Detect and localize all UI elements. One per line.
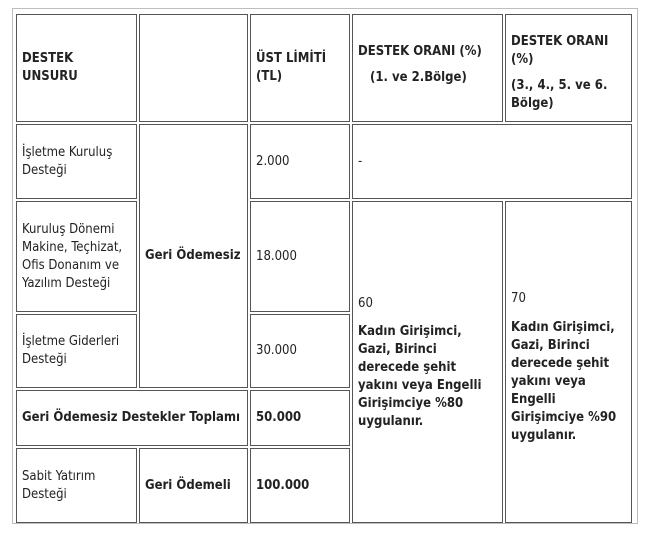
- row-label-text: Kuruluş Dönemi Makine, Teçhizat, Ofis Donanım ve Yazılım Desteği: [22, 221, 123, 291]
- row-geri-odemesiz-toplam-label: [16, 390, 248, 446]
- row-geri-odemesiz-toplam-limit: [250, 390, 350, 446]
- row-isletme-kurulus-label: [16, 124, 137, 199]
- group-geri-odemesiz-text: Geri Ödemesiz: [145, 248, 241, 263]
- row-isletme-kurulus-oran: [352, 124, 632, 199]
- row-label-text: Geri Ödemesiz Destekler Toplamı: [22, 410, 241, 425]
- row-limit-text: 100.000: [256, 477, 310, 493]
- row-type-text: Geri Ödemeli: [145, 477, 231, 493]
- row-sabit-yatirim-type: [139, 448, 248, 523]
- header-oran-subtitle: (1. ve 2.Bölge): [370, 70, 467, 85]
- header-oran-bolge-3-6: [505, 14, 632, 122]
- row-limit-text: 2.000: [256, 153, 290, 169]
- row-sabit-yatirim-label: [16, 448, 137, 523]
- row-oran-text: -: [358, 153, 363, 169]
- row-limit-text: 50.000: [256, 410, 302, 425]
- row-isletme-kurulus-limit: [250, 124, 350, 199]
- row-kurulus-donemi-label: [16, 201, 137, 312]
- oran-bolge-3-6-note: Kadın Girişimci, Gazi, Birinci derecede şehit yakını veya Engelli Girişimciye %90 uygulanır.: [511, 320, 617, 443]
- row-isletme-giderleri-limit: [250, 314, 350, 388]
- header-oran-bolge-1-2: [352, 14, 503, 122]
- header-ust-limiti: [250, 14, 350, 122]
- header-oran-subtitle: (3., 4., 5. ve 6. Bölge): [511, 78, 608, 111]
- header-destek-unsuru-text: DESTEK UNSURU: [22, 51, 78, 84]
- header-empty-cell: [139, 14, 248, 122]
- row-label-text: Sabit Yatırım Desteği: [22, 468, 96, 502]
- header-ust-limiti-text: ÜST LİMİTİ (TL): [256, 51, 327, 84]
- row-limit-text: 18.000: [256, 248, 297, 264]
- header-oran-title: DESTEK ORANI (%): [358, 44, 482, 59]
- oran-bolge-1-2-cell: [352, 201, 503, 523]
- row-label-text: İşletme Kuruluş Desteği: [22, 144, 113, 178]
- oran-bolge-1-2-note: Kadın Girişimci, Gazi, Birinci derecede şehit yakını veya Engelli Girişimciye %80 uygulanır.: [358, 324, 482, 429]
- row-sabit-yatirim-limit: [250, 448, 350, 523]
- oran-bolge-1-2-value: 60: [358, 296, 373, 311]
- group-geri-odemesiz: [139, 124, 248, 388]
- header-destek-unsuru: [16, 14, 137, 122]
- header-oran-title: DESTEK ORANI (%): [511, 34, 609, 67]
- oran-bolge-3-6-value: 70: [511, 291, 526, 306]
- row-label-text: İşletme Giderleri Desteği: [22, 334, 120, 367]
- oran-bolge-3-6-cell: [505, 201, 632, 523]
- row-limit-text: 30.000: [256, 343, 297, 358]
- row-isletme-giderleri-label: [16, 314, 137, 388]
- row-kurulus-donemi-limit: [250, 201, 350, 312]
